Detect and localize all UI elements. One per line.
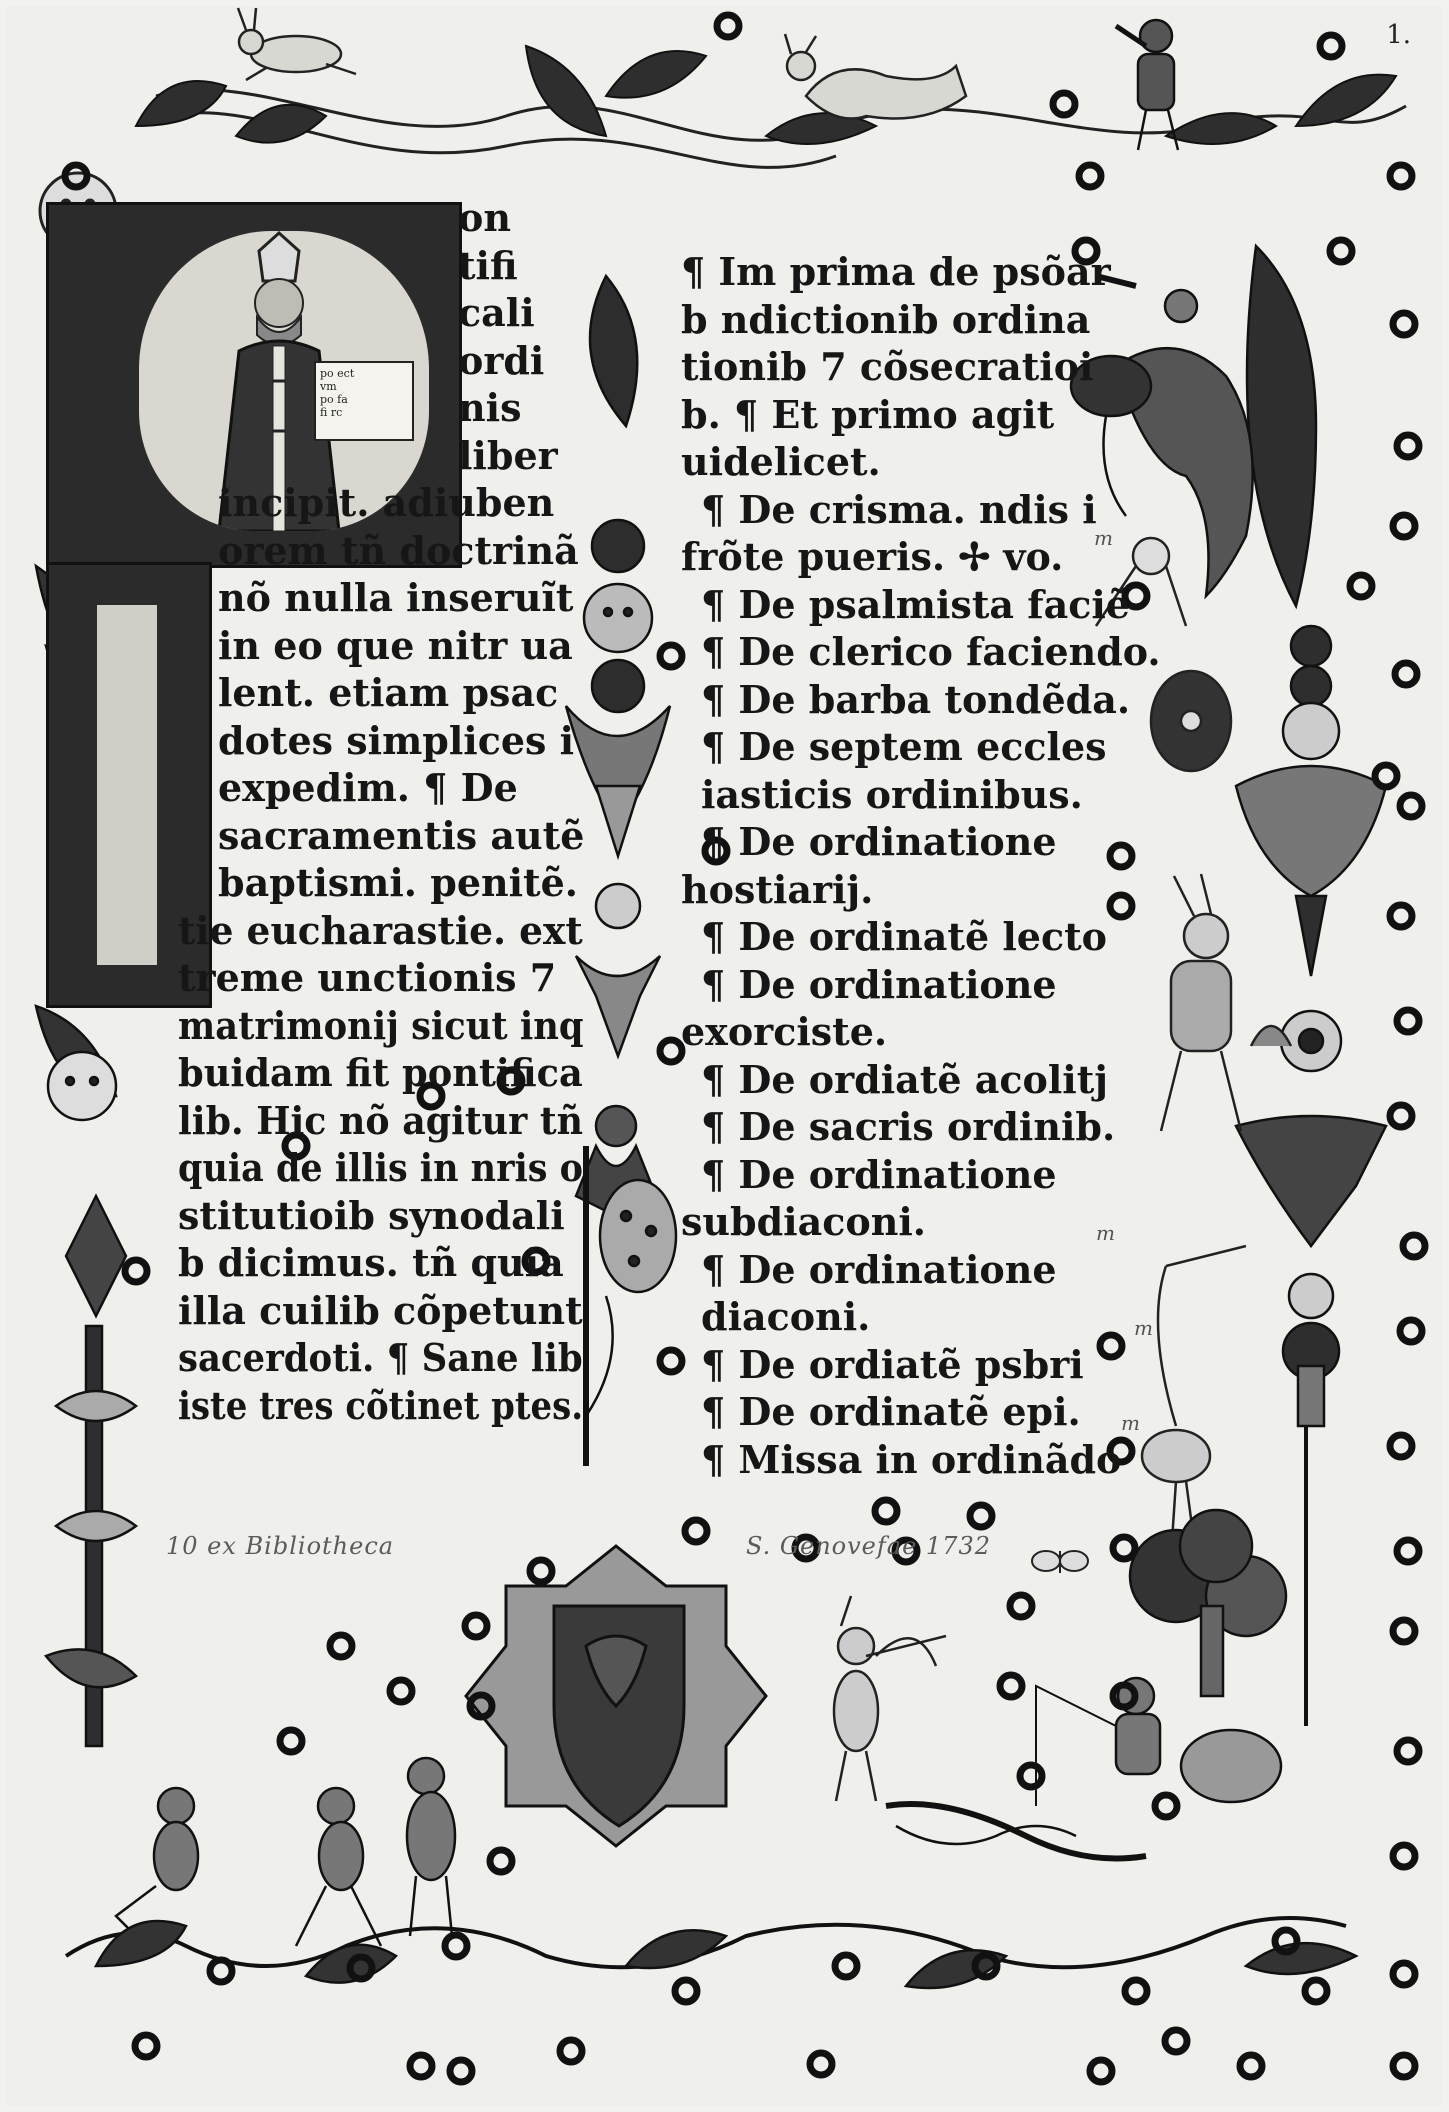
text-line: ¶ De crisma. ndis i — [701, 486, 1097, 532]
rabbit-musician-icon — [1161, 874, 1291, 1131]
margin-note: m — [1096, 1221, 1115, 1245]
text-line: exorciste. — [681, 1009, 888, 1054]
text-line: ¶ De barba tondẽda. — [701, 676, 1131, 722]
text-line: ¶ De ordinatẽ lecto — [701, 914, 1107, 959]
text-line: hostiarij. — [681, 866, 874, 912]
text-line: tie eucharastie. ext — [178, 907, 583, 953]
monkeys-icon — [116, 1758, 455, 1946]
manuscript-page — [6, 6, 1443, 2106]
hare-icon — [238, 8, 356, 80]
margin-note: m — [1121, 1411, 1140, 1435]
text-line: cali — [458, 290, 535, 335]
butterfly-icon — [1032, 1551, 1088, 1573]
text-line: lib. Hic nõ agitur tñ — [178, 1097, 583, 1143]
shelfmark-right: S. Genovefae 1732 — [746, 1532, 991, 1560]
book-line: vm — [320, 380, 337, 393]
text-line: sacerdoti. ¶ Sane lib — [178, 1335, 583, 1380]
text-line: ¶ De ordinatione — [701, 1246, 1057, 1292]
text-line: tifi — [458, 242, 518, 288]
text-line: expedim. ¶ De — [218, 765, 518, 810]
text-line: orem tñ doctrinã — [218, 527, 579, 573]
text-line: buidam fit pontifica — [178, 1050, 583, 1095]
archer-icon — [834, 1596, 946, 1801]
text-line: ¶ De septem eccles — [701, 724, 1107, 769]
text-line: ¶ De ordiatẽ psbri — [701, 1341, 1084, 1387]
text-line: treme unctionis 7 — [178, 955, 557, 1000]
bottom-border-foliage — [66, 1804, 1356, 1988]
text-line: ordi — [458, 337, 545, 383]
book-line: po ect — [320, 367, 355, 380]
text-line: ¶ Missa in ordinãdo — [701, 1436, 1122, 1482]
text-line: ¶ De ordinatione — [701, 1151, 1057, 1197]
text-line: nis — [458, 385, 522, 430]
text-line: nõ nulla inseruĩt — [218, 575, 574, 620]
text-line: sacramentis autẽ — [218, 812, 585, 858]
text-line: tionib 7 cõsecratioi — [681, 344, 1094, 389]
text-line: ¶ De ordinatione — [701, 819, 1057, 864]
text-line: uidelicet. — [681, 439, 881, 484]
text-line: baptismi. penitẽ. — [218, 860, 579, 905]
text-line: illa cuilib cõpetunt — [178, 1287, 583, 1333]
book-line: po fa — [320, 393, 348, 406]
book-line: fi rc — [320, 406, 343, 419]
text-line: b ndictionib ordina — [681, 296, 1091, 342]
shelfmark-left: 10 ex Bibliotheca — [166, 1532, 395, 1560]
folio-number: 1. — [1386, 20, 1411, 50]
wild-man-icon — [576, 1106, 676, 1466]
text-line: frõte pueris. ✢ vo. — [681, 534, 1064, 579]
heraldic-shield-icon — [466, 1546, 766, 1846]
text-line: stitutioib synodali — [178, 1192, 565, 1238]
text-line: ¶ Im prima de psõar — [681, 249, 1111, 294]
crane-icon — [1142, 1246, 1246, 1541]
text-line: quia de illis in nris o — [178, 1145, 583, 1190]
text-line: diaconi. — [701, 1294, 871, 1339]
text-line: subdiaconi. — [681, 1199, 926, 1244]
text-line: matrimonij sicut inq — [178, 1002, 584, 1048]
text-line: lent. etiam psac — [218, 670, 559, 715]
text-line: ¶ De psalmista faciẽ — [701, 581, 1130, 627]
text-line: ¶ De sacris ordinib. — [701, 1104, 1116, 1149]
text-line: ¶ De ordinatione — [701, 961, 1057, 1007]
text-line: in eo que nitr ua — [218, 622, 573, 668]
text-line: liber — [458, 432, 558, 478]
margin-note: m — [1094, 526, 1113, 550]
right-text-column — [681, 249, 1161, 1483]
margin-note: m — [1134, 1316, 1153, 1340]
text-line: ¶ De ordinatẽ epi. — [701, 1389, 1081, 1434]
text-line: b dicimus. tñ quia — [178, 1240, 564, 1285]
text-line: b. ¶ Et primo agit — [681, 391, 1055, 437]
text-line: incipit. adiuben — [218, 480, 555, 525]
text-line: iste tres cõtinet ptes. — [178, 1382, 584, 1428]
text-line: on — [458, 195, 511, 240]
text-line: ¶ De ordiatẽ acolitj — [701, 1056, 1108, 1102]
text-line: iasticis ordinibus. — [701, 771, 1083, 817]
right-border-ornament — [1236, 246, 1386, 1726]
hound-icon — [785, 34, 966, 119]
text-line: ¶ De clerico faciendo. — [700, 629, 1161, 674]
text-line: dotes simplices i — [218, 717, 575, 763]
left-text-column — [178, 194, 585, 1429]
